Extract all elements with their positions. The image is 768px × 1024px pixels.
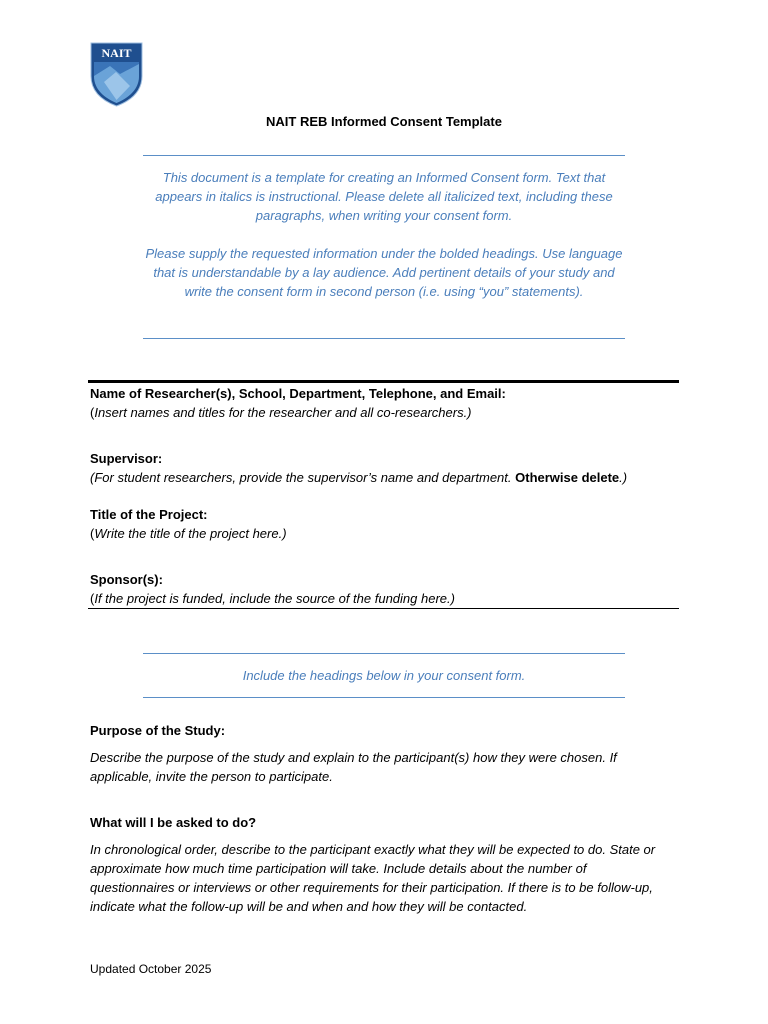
field-heading: Sponsor(s): [90,572,163,587]
section-body: Describe the purpose of the study and explain to the participant(s) how they were chosen. If applicable, invite the person to participate. [90,750,617,784]
section-what-asked [90,813,670,916]
field-sponsors [90,570,670,608]
field-description [90,468,670,487]
section-heading: What will I be asked to do? [90,815,257,830]
field-heading: Supervisor: [90,451,163,466]
field-desc-text: (For student researchers, provide the supervisor’s name and department. [90,470,516,485]
fields-bottom-rule [88,608,679,609]
headings-note: Include the headings below in your consent form. [242,668,526,683]
instruction-box [143,155,625,339]
instruction-paragraph-1: This document is a template for creating an Informed Consent form. Text that appears in italics is instructional. Please delete all italicized text, including these paragraphs, when writing your consent form. [155,170,613,223]
headings-note-box [143,653,625,698]
section-heading: Purpose of the Study: [90,723,226,738]
field-heading: Title of the Project: [90,507,208,522]
field-desc-prefix: ( [90,526,95,541]
field-description: Write the title of the project here.) [94,526,287,541]
field-project-title [90,505,670,543]
section-body: In chronological order, describe to the participant exactly what they will be expected to do. State or approximate how much time participation will take. Include details about the number of questionnaires or interviews or other requirements for their participation. If there is to be follow-up, indicate what the follow-up will be and when and how they will be contacted. [90,842,656,914]
field-desc-bold: Otherwise delete [515,470,620,485]
field-heading: Name of Researcher(s), School, Department, Telephone, and Email: [90,386,506,401]
svg-text:NAIT: NAIT [101,46,132,60]
field-desc-prefix: ( [90,405,95,420]
section-purpose [90,721,670,786]
field-description: Insert names and titles for the researcher and all co-researchers.) [94,405,472,420]
nait-logo [90,42,143,107]
field-researchers [90,384,670,422]
field-description: If the project is funded, include the source of the funding here.) [94,591,455,606]
field-supervisor [90,449,670,487]
instruction-paragraph-2: Please supply the requested information under the bolded headings. Use language that is understandable by a lay audience. Add pertinent details of your study and write the consent form in second person (i.e. using “you” statements). [145,246,623,299]
page-title: NAIT REB Informed Consent Template [266,114,502,129]
fields-top-rule [88,380,679,383]
field-desc-prefix: ( [90,591,95,606]
field-desc-suffix: .) [619,470,628,485]
footer-updated: Updated October 2025 [90,962,212,976]
